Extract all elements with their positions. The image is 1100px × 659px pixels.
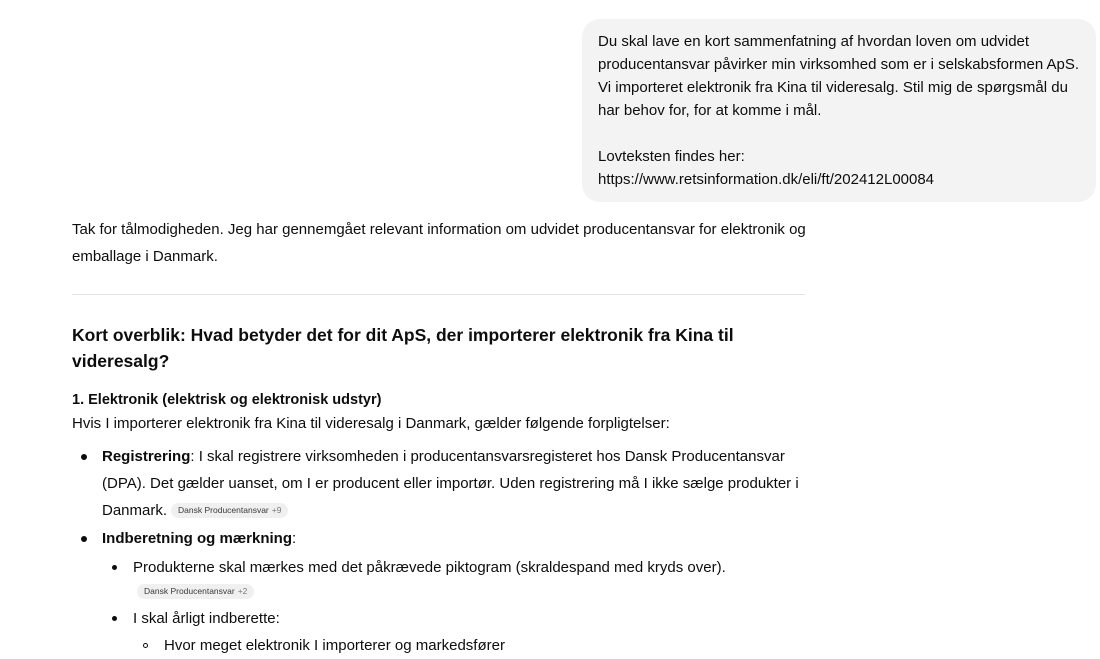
- source-chip-count: +2: [237, 586, 248, 596]
- sub-list-item: [102, 605, 812, 659]
- obligations-list: [72, 443, 812, 659]
- assistant-heading: Kort overblik: Hvad betyder det for dit ApS, der importerer elektronik fra Kina til videresalg?: [72, 325, 734, 371]
- list-item-indberetning: [72, 525, 812, 659]
- source-chip-label: Dansk Producentansvar: [144, 586, 235, 596]
- sub-bullet-text: Produkterne skal mærkes med det påkrævede piktogram (skraldespand med kryds over).: [133, 559, 726, 576]
- chip-line: [133, 581, 812, 603]
- sub-list: [102, 554, 812, 659]
- sub-sub-bullet-text: Hvor meget elektronik I importerer og markedsfører: [164, 637, 505, 654]
- source-chip-count: +9: [271, 505, 282, 515]
- bullet-label: Indberetning og mærkning: [102, 530, 292, 547]
- sub-bullet-text: I skal årligt indberette:: [133, 610, 280, 627]
- section-title: 1. Elektronik (elektrisk og elektronisk udstyr): [72, 392, 382, 408]
- assistant-intro: Tak for tålmodigheden. Jeg har gennemgået relevant information om udvidet producentansvar for elektronik og emballage i Danmark.: [72, 221, 806, 265]
- user-message-law-label: Lovteksten findes her:: [598, 148, 745, 165]
- section-intro: Hvis I importerer elektronik fra Kina til videresalg i Danmark, gælder følgende forpligtelser:: [72, 415, 670, 432]
- bullet-text: : I skal registrere virksomheden i producentansvarsregisteret hos Dansk Producentansvar (DPA). Det gælder uanset, om I er producent eller importør. Uden registrering må I ikke sælge produkter i Danmark.: [102, 448, 799, 519]
- sub-list-item: [102, 554, 812, 603]
- assistant-message: [72, 216, 812, 659]
- sub-sub-list-item: [133, 632, 812, 659]
- user-message-spacer: [598, 122, 1080, 145]
- divider: [72, 294, 805, 295]
- list-item-registrering: [72, 443, 812, 524]
- sub-sub-list: [133, 632, 812, 659]
- user-message-law-link[interactable]: https://www.retsinformation.dk/eli/ft/202412L00084: [598, 171, 935, 188]
- bullet-suffix: :: [292, 530, 297, 547]
- bullet-label: Registrering: [102, 448, 191, 465]
- user-message-text: Du skal lave en kort sammenfatning af hvordan loven om udvidet producentansvar påvirker min virksomhed som er i selskabsformen ApS. Vi importeret elektronik fra Kina til videresalg. Stil mig de spørgsmål du har behov for, for at komme i mål.: [598, 33, 1084, 119]
- user-message-bubble: [582, 19, 1096, 202]
- source-chip-label: Dansk Producentansvar: [178, 505, 269, 515]
- source-chip[interactable]: [171, 503, 288, 518]
- source-chip[interactable]: [137, 584, 254, 599]
